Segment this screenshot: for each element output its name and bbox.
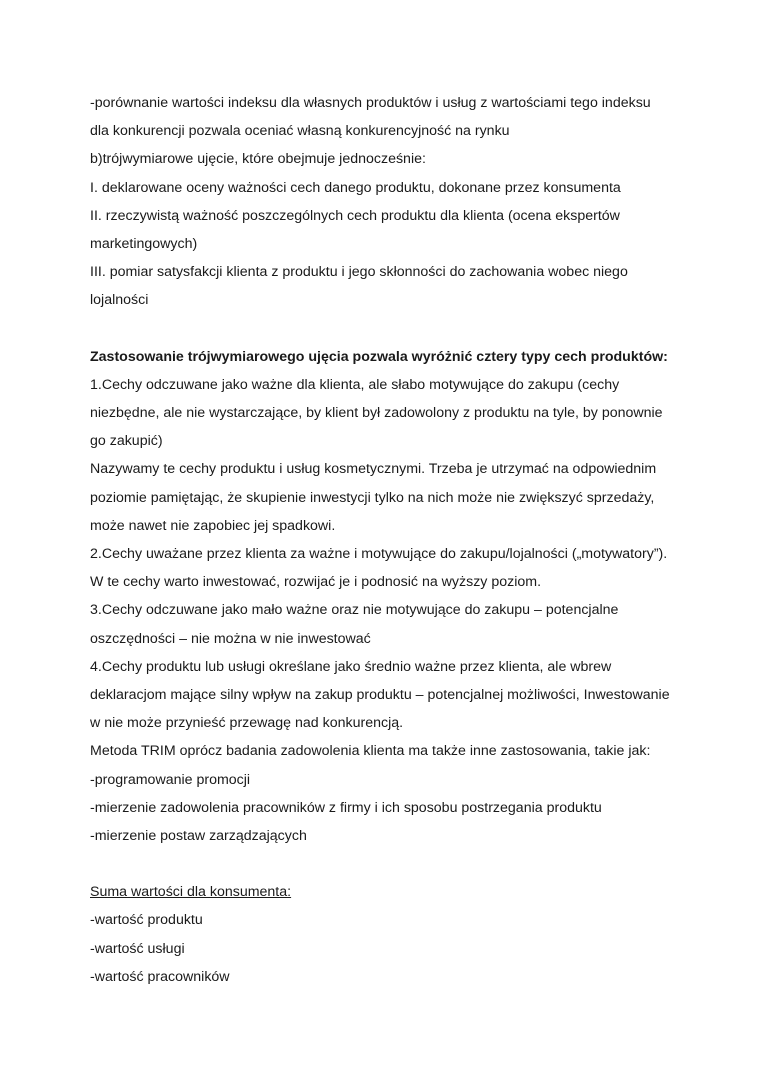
- text-line: marketingowych): [90, 235, 198, 252]
- text-line: II. rzeczywistą ważność poszczególnych cech produktu dla klienta (ocena ekspertów: [90, 207, 620, 224]
- text-line: poziomie pamiętając, że skupienie inwestycji tylko na nich może nie zwiększyć sprzedaży,: [90, 489, 655, 506]
- text-line: 1.Cechy odczuwane jako ważne dla klienta, ale słabo motywujące do zakupu (cechy: [90, 376, 620, 393]
- text-line: -mierzenie zadowolenia pracowników z firmy i ich sposobu postrzegania produktu: [90, 799, 602, 816]
- text-line: 2.Cechy uważane przez klienta za ważne i motywujące do zakupu/lojalności („motywatory”).: [90, 546, 668, 562]
- text-line: oszczędności – nie można w nie inwestować: [90, 630, 371, 647]
- paragraph-feature-types: [90, 371, 690, 850]
- spacer: [90, 850, 690, 878]
- text-line: Metoda TRIM oprócz badania zadowolenia klienta ma także inne zastosowania, takie jak:: [90, 743, 651, 760]
- list-consumer-value: [90, 906, 690, 991]
- text-line: w nie może przynieść przewagę nad konkurencją.: [90, 715, 404, 732]
- text-line: -porównanie wartości indeksu dla własnych produktów i usług z wartościami tego indeksu: [90, 95, 651, 111]
- text-line: go zakupić): [90, 433, 163, 450]
- text-line: może nawet nie zapobiec jej spadkowi.: [90, 517, 336, 534]
- text-line: deklaracjom mające silny wpływ na zakup produktu – potencjalnej możliwości, Inwestowanie: [90, 686, 670, 703]
- text-line: III. pomiar satysfakcji klienta z produktu i jego skłonności do zachowania wobec niego: [90, 264, 628, 281]
- section-heading-feature-types: Zastosowanie trójwymiarowego ujęcia pozwala wyróżnić cztery typy cech produktów:: [90, 348, 668, 365]
- text-line: niezbędne, ale nie wystarczające, by klient był zadowolony z produktu na tyle, by ponownie: [90, 405, 663, 422]
- text-line: 3.Cechy odczuwane jako mało ważne oraz nie motywujące do zakupu – potencjalne: [90, 602, 619, 619]
- text-line: 4.Cechy produktu lub usługi określane jako średnio ważne przez klienta, ale wbrew: [90, 658, 612, 675]
- list-item: -wartość pracowników: [90, 968, 230, 985]
- paragraph-trim-index: [90, 89, 690, 315]
- list-item: -wartość usługi: [90, 940, 185, 957]
- text-line: W te cechy warto inwestować, rozwijać je i podnosić na wyższy poziom.: [90, 574, 542, 591]
- text-line: dla konkurencji pozwala oceniać własną konkurencyjność na rynku: [90, 123, 510, 140]
- document-page: [90, 89, 690, 991]
- text-line: Nazywamy te cechy produktu i usług kosmetycznymi. Trzeba je utrzymać na odpowiednim: [90, 461, 657, 478]
- spacer: [90, 315, 690, 343]
- text-line: I. deklarowane oceny ważności cech danego produktu, dokonane przez konsumenta: [90, 179, 621, 196]
- text-line: -programowanie promocji: [90, 771, 251, 788]
- list-item: -wartość produktu: [90, 912, 203, 929]
- text-line: b)trójwymiarowe ujęcie, które obejmuje jednocześnie:: [90, 151, 426, 168]
- section-heading-consumer-value: Suma wartości dla konsumenta:: [90, 884, 292, 901]
- text-line: -mierzenie postaw zarządzających: [90, 827, 307, 844]
- text-line: lojalności: [90, 292, 149, 309]
